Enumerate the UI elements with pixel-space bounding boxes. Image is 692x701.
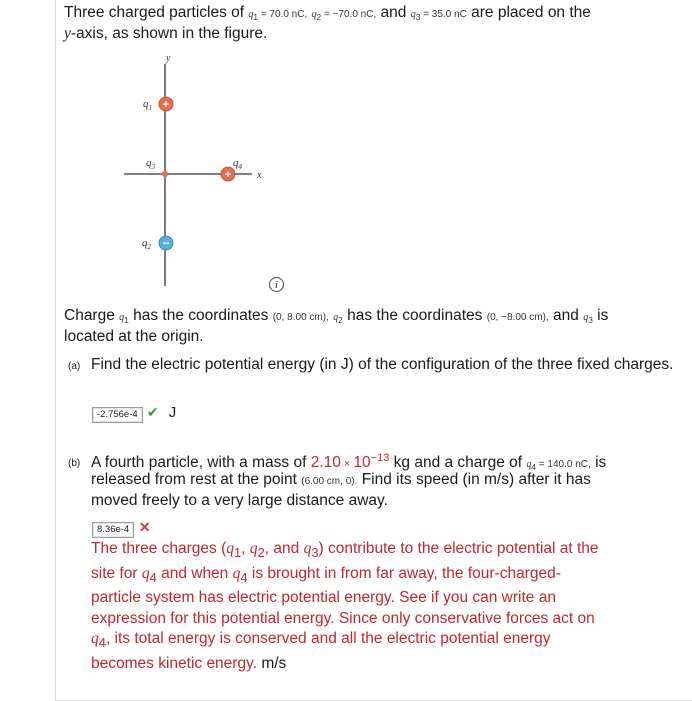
x-axis-label: x	[257, 170, 262, 181]
part-b-feedback: The three charges ($q_1$, $q_2$, and $q_3$) contribute to the electric potential at the site for $q_4$ and when $q_4$ is brought in from far away, the four-charged- particle system has electric potential energy. See if you can write an expression for this potential energy. Since only conservative forces act on $q_4$, its total energy is conserved and all the electric potential energy becomes kinetic energy. m/s	[91, 540, 599, 672]
coords-line-2: located at the origin.	[64, 328, 204, 345]
y-axis-label: y	[166, 53, 171, 64]
part-a-unit: J	[168, 404, 177, 421]
part-b-line-1: A fourth particle, with a mass of $2.10 \times 10^{-13}$ kg and a charge of $q_4 = 140.0$ nC, is	[91, 452, 607, 473]
intro-line-2: y-axis, as shown in the figure.	[64, 25, 268, 42]
cross-icon: ✕	[138, 519, 151, 535]
coords-line-1: Charge $q_1$ has the coordinates (0, 8.00 cm), $q_2$ has the coordinates (0, −8.00 cm), and $q_3$ is	[64, 307, 609, 325]
info-icon[interactable]: i	[269, 277, 284, 292]
part-b-line-2: released from rest at the point (6.00 cm, 0). Find its speed (in m/s) after it has	[91, 471, 591, 488]
q2-label: $q_2$	[142, 237, 151, 251]
part-b-answer-input[interactable]: 8.36e-4	[92, 522, 134, 538]
part-a-answer-input[interactable]: -2.756e-4	[92, 407, 143, 423]
part-a-answer-row	[92, 404, 176, 423]
q4-label: $q_4$	[233, 157, 242, 171]
part-b-unit: m/s	[261, 654, 287, 672]
part-a-label: (a)	[68, 361, 81, 372]
checkmark-icon: ✔	[146, 404, 159, 420]
q1-sign: +	[162, 99, 170, 111]
q4-sign: +	[224, 169, 232, 181]
q1-label: $q_1$	[143, 98, 152, 112]
q3-label: $q_3$	[146, 157, 155, 171]
part-b-line-3: moved freely to a very large distance away.	[91, 492, 388, 509]
intro-line-1: Three charged particles of $q_1 = 70.0$ nC, $q_2 = -70.0$ nC, and $q_3 = 35.0$ nC are placed on the	[64, 4, 591, 22]
q2-sign: −	[162, 236, 170, 250]
charge-figure	[120, 50, 280, 290]
part-a-question: Find the electric potential energy (in J) of the configuration of the three fixed charges.	[91, 356, 674, 373]
q3-charge	[162, 171, 168, 177]
part-b-label: (b)	[68, 458, 81, 469]
part-b-answer-row	[92, 519, 150, 538]
